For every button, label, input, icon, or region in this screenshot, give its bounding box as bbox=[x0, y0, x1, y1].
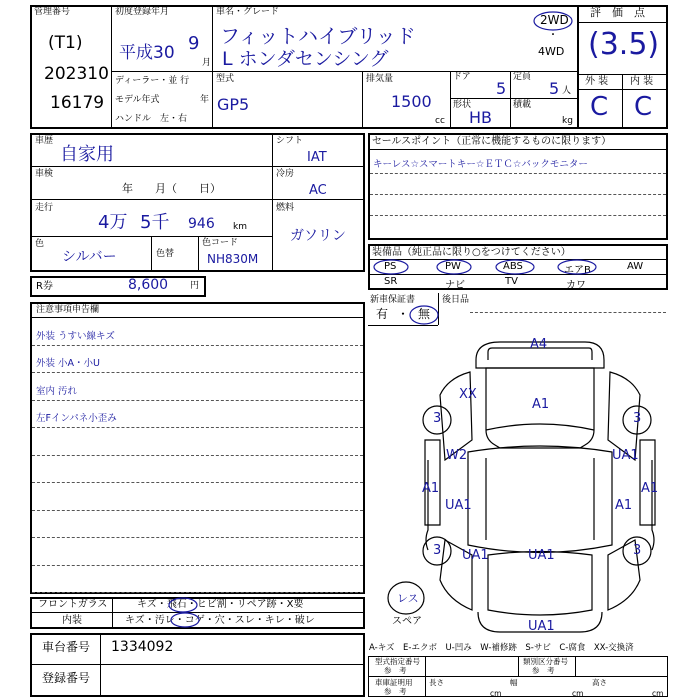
year-unit: 年 bbox=[200, 95, 210, 105]
class-ref: 参 考 bbox=[532, 666, 555, 675]
interior-label: 内 装 bbox=[630, 76, 654, 87]
color-code-value: NH830M bbox=[207, 252, 259, 266]
color-label: 色 bbox=[35, 239, 45, 249]
mgmt-no-line2: 202310 bbox=[44, 64, 109, 84]
mark-w2: W2 bbox=[446, 448, 468, 463]
warranty-label: 新車保証書 bbox=[370, 295, 416, 305]
mark-a1-hood: A1 bbox=[532, 397, 550, 412]
mgmt-no-line1: (T1) bbox=[48, 33, 83, 53]
equipment-label: 装備品（純正品に限り○をつけてください） bbox=[372, 247, 571, 258]
warranty-yes: 有 bbox=[376, 307, 389, 321]
color-value: シルバー bbox=[62, 249, 117, 265]
regno-label: 登録番号 bbox=[42, 671, 91, 685]
interior-grade: C bbox=[634, 92, 653, 122]
yen-unit: 円 bbox=[190, 281, 200, 291]
dealer-label: ディーラー・並 行 bbox=[115, 76, 190, 86]
shift-value: IAT bbox=[307, 150, 327, 165]
class-label: 類別区分番号 bbox=[523, 657, 568, 666]
mark-ua1-left-rear: UA1 bbox=[462, 548, 489, 563]
cert-label: 車庫証明用 bbox=[375, 678, 413, 687]
interior-cond-label: 内装 bbox=[62, 615, 82, 626]
exterior-label: 外 装 bbox=[585, 76, 609, 87]
circle-airbag bbox=[558, 260, 596, 274]
fuel-value: ガソリン bbox=[290, 228, 346, 244]
model-label: 型式 bbox=[216, 74, 235, 84]
type-spec-label: 型式指定番号 bbox=[375, 657, 420, 666]
mark-ua1-left-door: UA1 bbox=[445, 498, 472, 513]
capacity-unit: 人 bbox=[562, 86, 572, 96]
car-name-line1: フィットハイブリッド bbox=[220, 24, 416, 48]
history-label: 車歴 bbox=[35, 136, 54, 146]
sales-text: キーレス☆スマートキー☆ＥＴＣ☆バックモニター bbox=[373, 159, 588, 170]
equip-leather: カワ bbox=[566, 280, 586, 291]
drive-4wd: 4WD bbox=[538, 45, 565, 58]
circle-2wd bbox=[534, 12, 572, 30]
drive-2wd: 2WD bbox=[540, 13, 569, 27]
notes-line: 室内 汚れ bbox=[36, 385, 78, 397]
handle-label: ハンドル 左・右 bbox=[115, 114, 188, 124]
mark-spare: レス bbox=[397, 592, 419, 605]
exterior-grade: C bbox=[590, 92, 609, 122]
width-unit: cm bbox=[572, 689, 584, 698]
type-spec-ref: 参 考 bbox=[384, 666, 407, 675]
equip-ps: PS bbox=[384, 261, 397, 272]
shape-value: HB bbox=[469, 108, 493, 127]
equip-navi: ナビ bbox=[445, 280, 465, 291]
rating-label: 評 価 点 bbox=[590, 6, 645, 19]
notes-line: 外装 小A・小U bbox=[36, 358, 100, 369]
chassis-label: 車台番号 bbox=[42, 640, 91, 654]
width-label: 幅 bbox=[510, 678, 518, 687]
mark-a4: A4 bbox=[530, 337, 548, 352]
drive-dot: ・ bbox=[548, 30, 558, 41]
mileage-rest: 946 bbox=[188, 216, 215, 232]
capacity-value: 5 bbox=[549, 79, 560, 98]
color-change-label: 色替 bbox=[156, 249, 175, 259]
circle-chipped bbox=[169, 598, 197, 612]
mark-ua1-rear-center: UA1 bbox=[528, 548, 555, 563]
mileage-label: 走行 bbox=[35, 203, 54, 213]
mark-a1-right-edge: A1 bbox=[641, 481, 659, 496]
displacement-value: 1500 bbox=[391, 92, 432, 111]
notes-line: 左Fインパネ小歪み bbox=[36, 413, 117, 424]
ac-label: 冷房 bbox=[276, 169, 295, 179]
mark-a1-left-edge: A1 bbox=[422, 481, 440, 496]
notes-line: 外装 うすい線キズ bbox=[36, 330, 115, 342]
color-code-label: 色コード bbox=[202, 238, 239, 248]
model-year-label: モデル年式 bbox=[115, 95, 160, 105]
mark-tire-rr: 3 bbox=[633, 543, 642, 558]
equip-airbag: エアB bbox=[564, 265, 591, 276]
recycle-value: 8,600 bbox=[128, 277, 169, 293]
equip-sr: SR bbox=[384, 276, 398, 287]
rereg-label: 後日品 bbox=[442, 295, 470, 305]
length-label: 長さ bbox=[429, 678, 444, 687]
displacement-label: 排気量 bbox=[366, 74, 394, 84]
shift-label: シフト bbox=[276, 136, 304, 146]
first-reg-label: 初度登録年月 bbox=[115, 7, 170, 17]
legend: A-キズ E-エクボ U-凹み W-補修跡 S-サビ C-腐食 XX-交換済 bbox=[369, 643, 634, 653]
circle-abs bbox=[496, 260, 534, 274]
recycle-label: R券 bbox=[36, 281, 53, 292]
mileage-sen: 5千 bbox=[140, 212, 170, 233]
km-unit: km bbox=[233, 222, 247, 232]
model-value: GP5 bbox=[217, 95, 250, 114]
load-label: 積載 bbox=[513, 100, 532, 110]
spare-label: スペア bbox=[392, 616, 422, 627]
capacity-label: 定員 bbox=[513, 72, 532, 82]
interior-cond-options: キズ・汚レ・コゲ・穴・スレ・キレ・破レ bbox=[125, 615, 315, 626]
equip-tv: TV bbox=[505, 276, 518, 287]
first-reg-era: 平成30 bbox=[119, 43, 175, 63]
inspection-label: 車検 bbox=[35, 169, 54, 179]
mark-tire-fr: 3 bbox=[633, 411, 642, 426]
mark-tire-fl: 3 bbox=[433, 411, 442, 426]
mgmt-no-line3: 16179 bbox=[50, 93, 105, 113]
circle-ps bbox=[374, 260, 408, 274]
front-glass-label: フロントガラス bbox=[38, 599, 108, 610]
mgmt-no-label: 管理番号 bbox=[34, 7, 71, 17]
notes-label: 注意事項申告欄 bbox=[36, 305, 100, 315]
warranty-no: 無 bbox=[418, 307, 431, 321]
doors-value: 5 bbox=[496, 79, 507, 98]
cc-unit: cc bbox=[435, 116, 445, 126]
rating-value: (3.5) bbox=[588, 27, 660, 62]
inspection-format: 年 月（ 日） bbox=[122, 182, 221, 195]
warranty-dot: ・ bbox=[397, 307, 410, 321]
history-value: 自家用 bbox=[60, 144, 114, 165]
mileage-man: 4万 bbox=[98, 212, 128, 233]
kg-unit: kg bbox=[562, 116, 573, 126]
mark-a1-right-door: A1 bbox=[615, 498, 633, 513]
circle-stain bbox=[171, 613, 199, 627]
shape-label: 形状 bbox=[453, 100, 472, 110]
equip-abs: ABS bbox=[503, 261, 523, 272]
ac-value: AC bbox=[309, 183, 327, 198]
mark-ua1-right-front: UA1 bbox=[612, 448, 639, 463]
chassis-value: 1334092 bbox=[111, 639, 174, 655]
height-label: 高さ bbox=[592, 678, 607, 687]
length-unit: cm bbox=[490, 689, 502, 698]
mark-ua1-bottom: UA1 bbox=[528, 619, 555, 634]
equip-aw: AW bbox=[627, 261, 644, 272]
mark-xx: XX bbox=[459, 387, 477, 402]
first-reg-month: 9 bbox=[188, 33, 200, 54]
circle-pw bbox=[437, 260, 471, 274]
doors-label: ドア bbox=[453, 72, 471, 82]
cert-ref: 参 考 bbox=[384, 687, 407, 696]
mark-tire-rl: 3 bbox=[433, 543, 442, 558]
month-unit: 月 bbox=[202, 58, 212, 68]
equip-pw: PW bbox=[445, 261, 461, 272]
fuel-label: 燃料 bbox=[276, 203, 295, 213]
car-name-line2: L ホンダセンシング bbox=[222, 48, 389, 70]
height-unit: cm bbox=[652, 689, 664, 698]
circle-no-warranty bbox=[410, 306, 438, 324]
front-glass-options: キズ・飛石・ヒビ割・リペア跡・X要 bbox=[137, 599, 304, 610]
sales-label: セールスポイント（正常に機能するものに限ります） bbox=[372, 136, 612, 147]
name-label: 車名・グレード bbox=[216, 7, 280, 17]
